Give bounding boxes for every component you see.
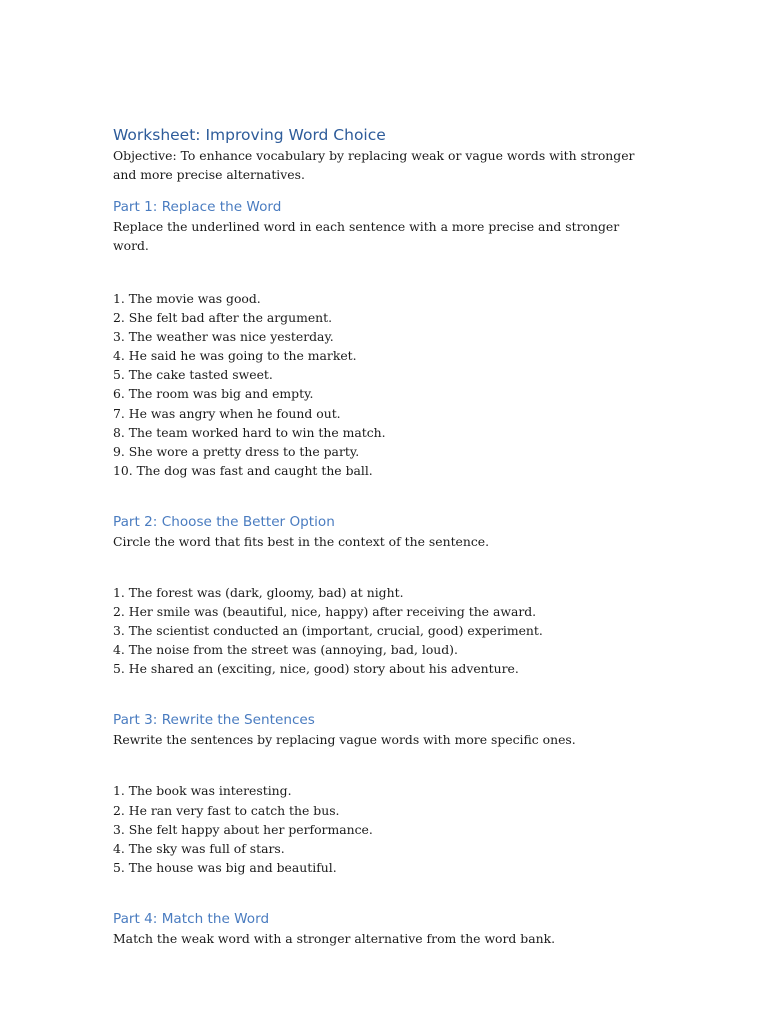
list-item: 2. She felt bad after the argument. — [113, 310, 333, 326]
worksheet-page — [113, 124, 643, 948]
part3-heading: Part 3: Rewrite the Sentences — [113, 712, 315, 729]
part3-list — [113, 781, 643, 876]
list-item: 4. He said he was going to the market. — [113, 348, 357, 364]
list-item: 3. The scientist conducted an (important, crucial, good) experiment. — [113, 623, 543, 639]
objective-text: Objective: To enhance vocabulary by replacing weak or vague words with stronger and more precise alternatives. — [113, 148, 635, 182]
part4-heading: Part 4: Match the Word — [113, 910, 270, 927]
list-item: 5. The cake tasted sweet. — [113, 367, 273, 383]
list-item: 5. The house was big and beautiful. — [113, 859, 337, 875]
list-item: 4. The sky was full of stars. — [113, 840, 285, 856]
worksheet-title: Worksheet: Improving Word Choice — [113, 126, 386, 144]
part1-instruction: Replace the underlined word in each sentence with a more precise and stronger word. — [113, 219, 620, 253]
part2-instruction: Circle the word that fits best in the context of the sentence. — [113, 533, 490, 549]
list-item: 10. The dog was fast and caught the ball. — [113, 462, 373, 478]
list-item: 3. She felt happy about her performance. — [113, 821, 373, 837]
part3-instruction: Rewrite the sentences by replacing vague words with more specific ones. — [113, 732, 576, 748]
part2-heading: Part 2: Choose the Better Option — [113, 513, 335, 530]
part1-heading: Part 1: Replace the Word — [113, 199, 282, 215]
list-item: 7. He was angry when he found out. — [113, 405, 341, 421]
list-item: 6. The room was big and empty. — [113, 386, 314, 402]
part1-list — [113, 289, 643, 480]
list-item: 2. Her smile was (beautiful, nice, happy) after receiving the award. — [113, 604, 537, 620]
list-item: 3. The weather was nice yesterday. — [113, 329, 334, 345]
part4-instruction: Match the weak word with a stronger alternative from the word bank. — [113, 930, 556, 946]
list-item: 1. The book was interesting. — [113, 783, 292, 799]
list-item: 4. The noise from the street was (annoying, bad, loud). — [113, 642, 458, 658]
list-item: 1. The movie was good. — [113, 291, 261, 306]
list-item: 2. He ran very fast to catch the bus. — [113, 802, 340, 818]
part2-list — [113, 583, 643, 678]
list-item: 8. The team worked hard to win the match. — [113, 424, 386, 440]
list-item: 1. The forest was (dark, gloomy, bad) at night. — [113, 584, 404, 600]
list-item: 5. He shared an (exciting, nice, good) story about his adventure. — [113, 661, 519, 677]
list-item: 9. She wore a pretty dress to the party. — [113, 443, 360, 459]
